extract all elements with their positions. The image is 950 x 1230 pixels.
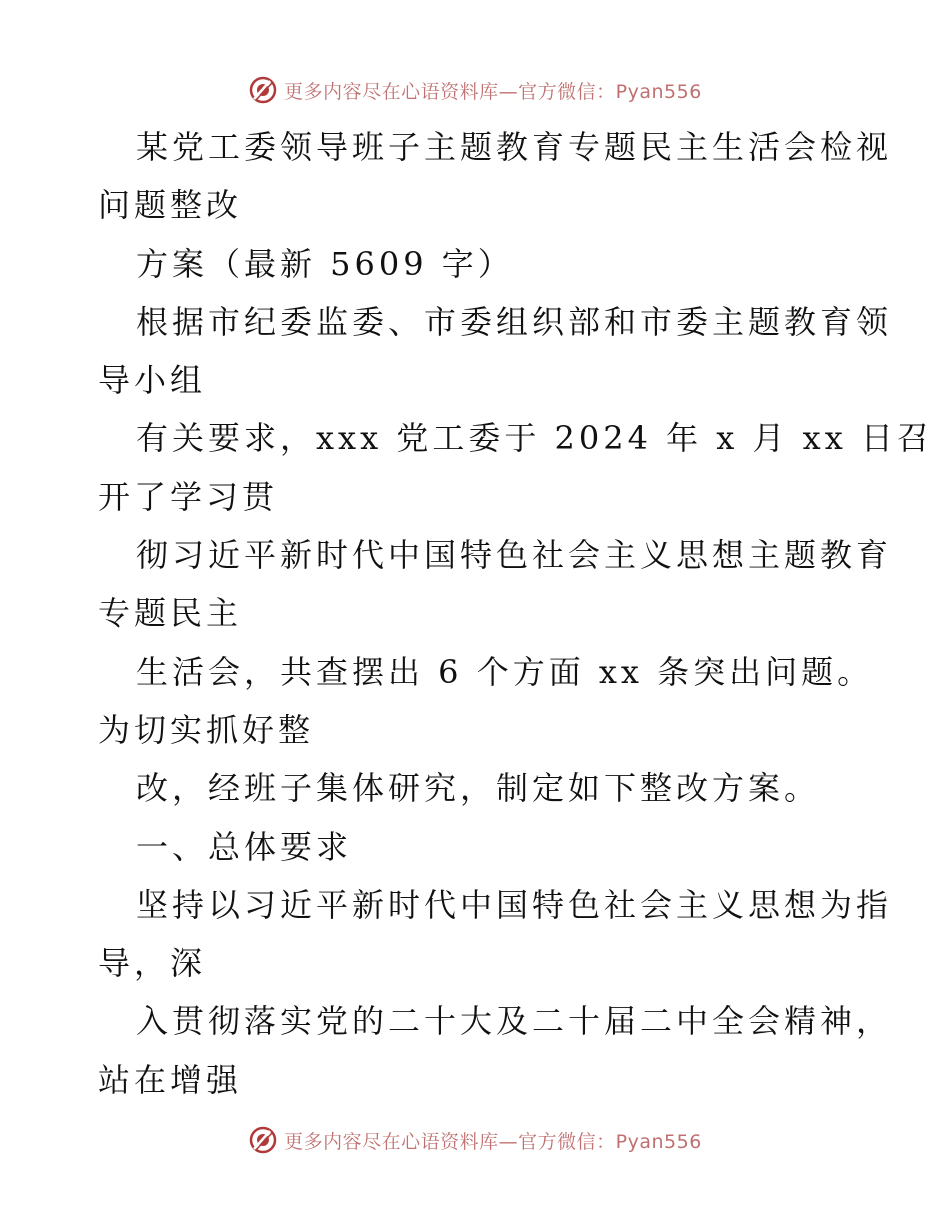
text-line: 导，深 [98, 944, 207, 983]
text-line: 入贯彻落实党的二十大及二十届二中全会精神， [136, 1002, 893, 1041]
text-line: 开了学习贯 [98, 477, 279, 516]
text-line: 改，经班子集体研究，制定如下整改方案。 [136, 769, 821, 808]
text-line: 有关要求，xxx 党工委于 2024 年 x 月 xx 日召 [136, 419, 933, 458]
document-body [98, 118, 933, 1109]
text-line: 某党工委领导班子主题教育专题民主生活会检视 [136, 128, 893, 166]
text-line: 彻习近平新时代中国特色社会主义思想主题教育 [136, 536, 893, 575]
text-line: 方案（最新 5609 字） [136, 244, 514, 283]
text-line: 站在增强 [98, 1060, 243, 1099]
text-line: 问题整改 [98, 186, 243, 225]
footer-banner [0, 1123, 950, 1157]
footer-banner-text: 更多内容尽在心语资料库—官方微信：Pyan556 [284, 1130, 702, 1153]
text-line: 根据市纪委监委、市委组织部和市委主题教育领 [136, 302, 893, 341]
seal-logo-icon [248, 1125, 278, 1155]
header-banner [0, 73, 950, 107]
seal-logo-icon [248, 75, 278, 105]
header-banner-text: 更多内容尽在心语资料库—官方微信：Pyan556 [284, 80, 702, 103]
text-line: 专题民主 [98, 594, 243, 633]
text-line: 坚持以习近平新时代中国特色社会主义思想为指 [136, 885, 893, 924]
text-line: 为切实抓好整 [98, 710, 315, 749]
section-heading: 一、总体要求 [136, 827, 353, 866]
text-line: 生活会，共查摆出 6 个方面 xx 条突出问题。 [136, 652, 874, 691]
text-line: 导小组 [98, 361, 207, 400]
